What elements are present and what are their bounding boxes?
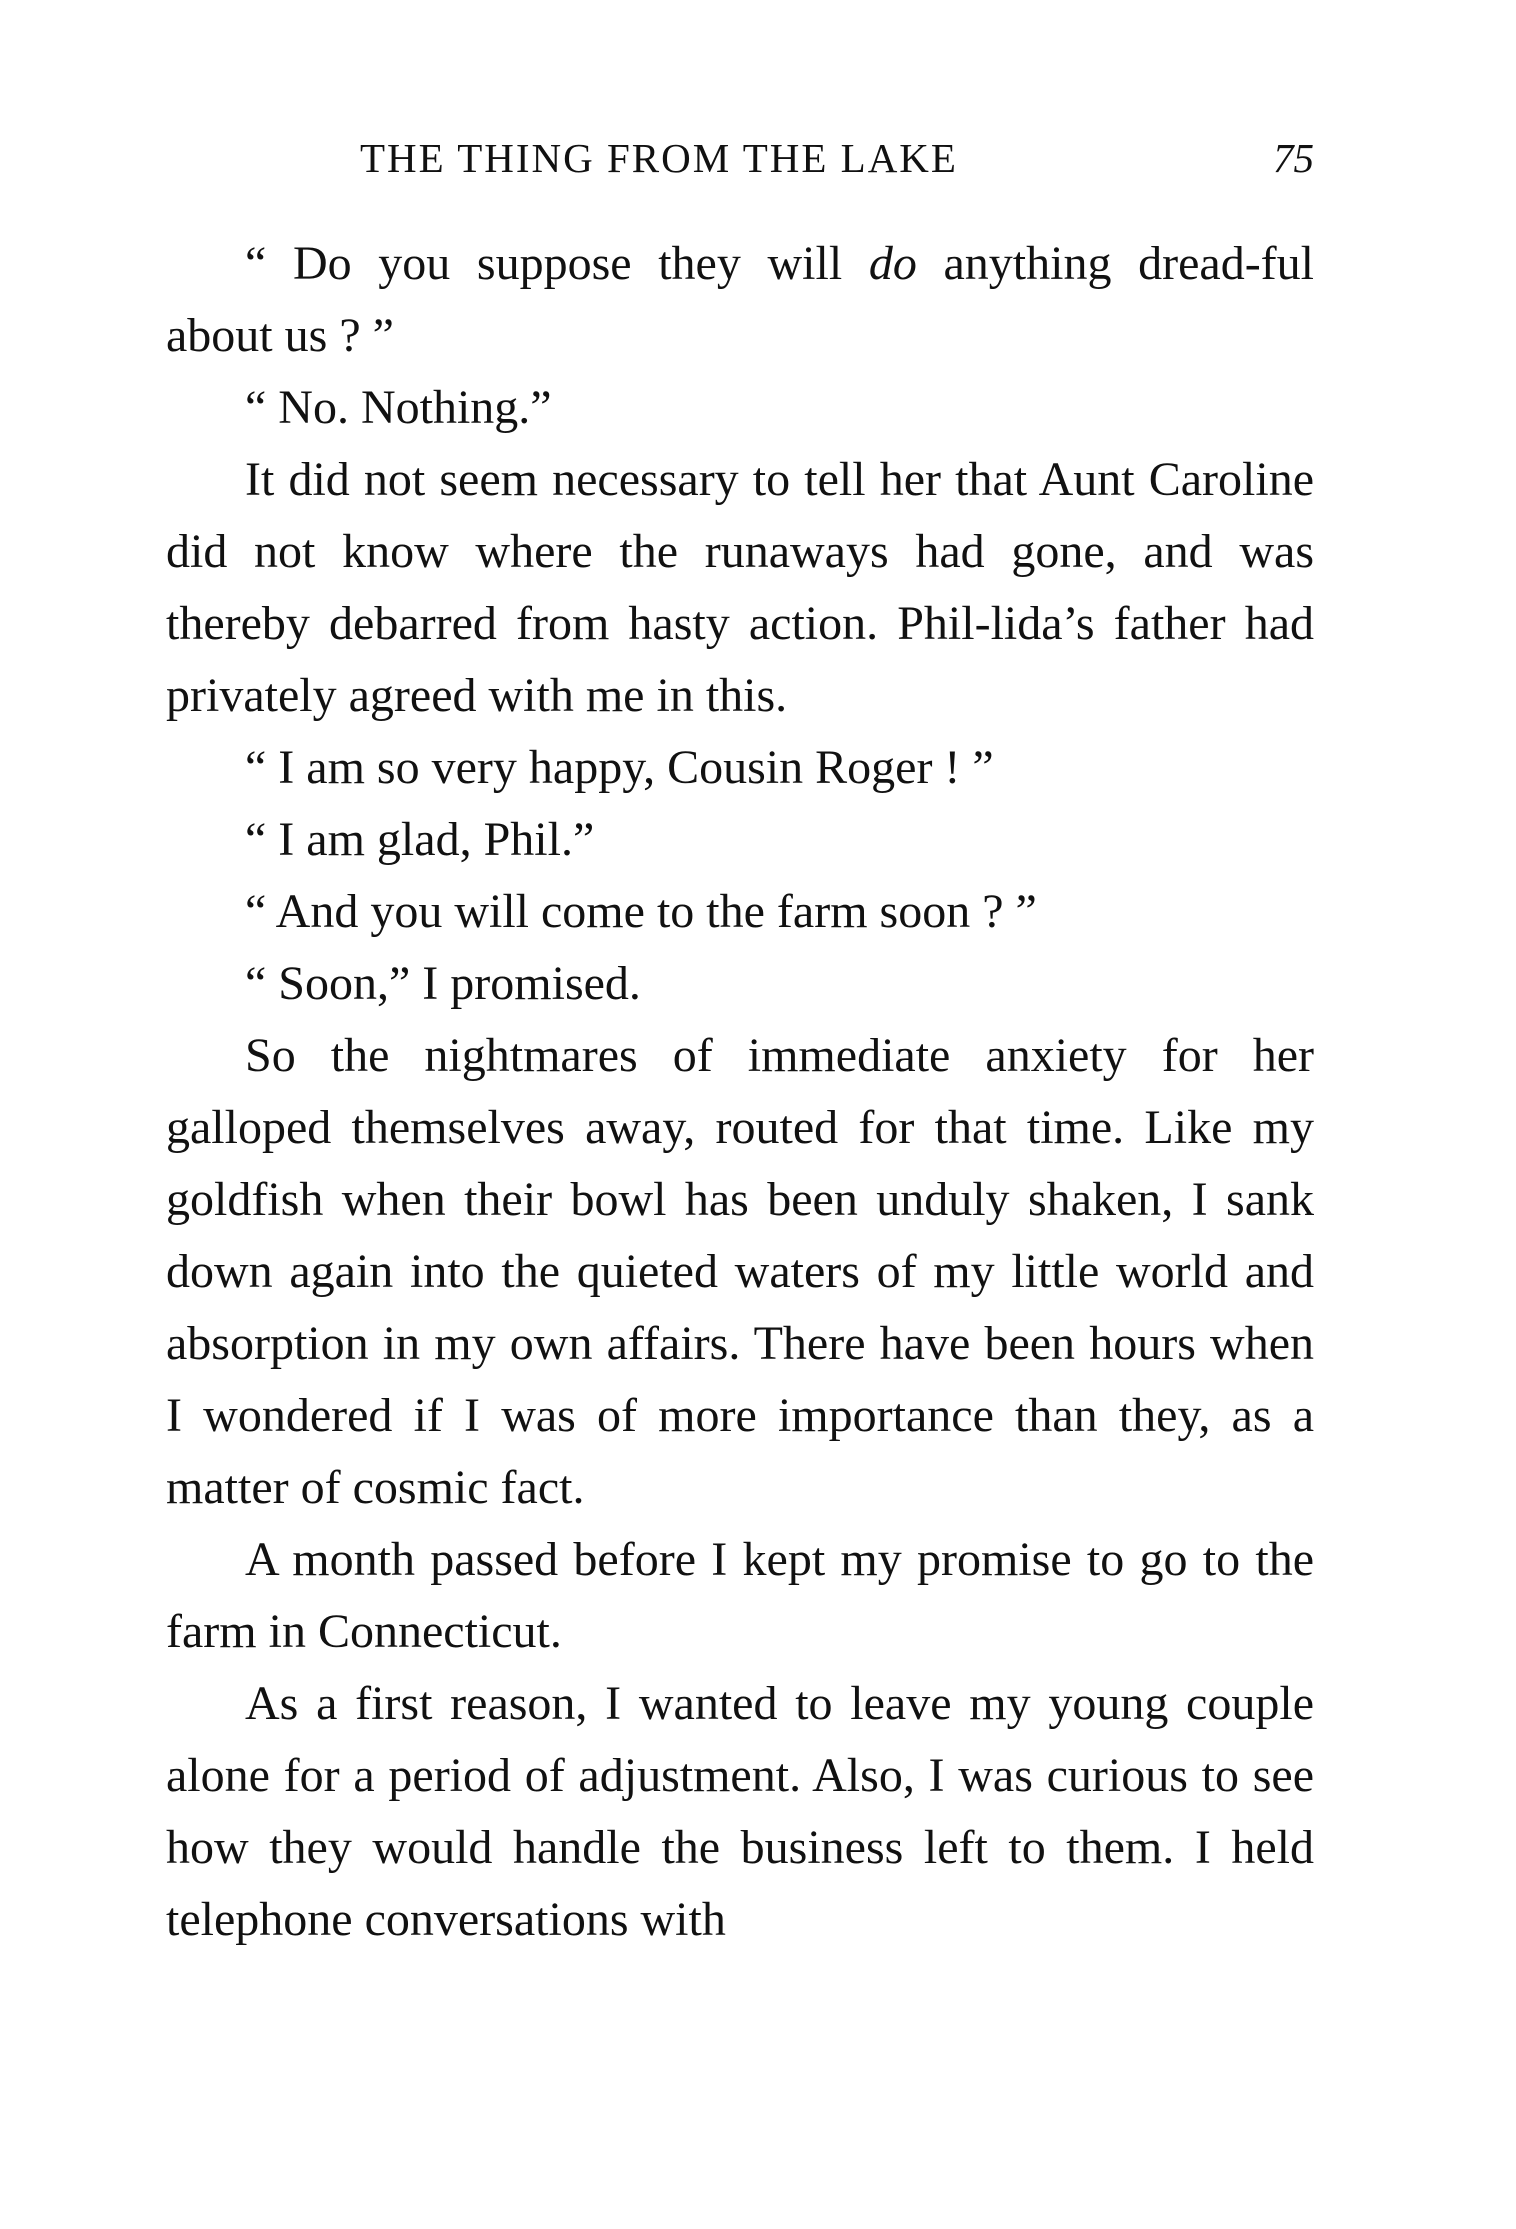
page-number: 75 <box>1273 135 1314 181</box>
paragraph-4: “ I am so very happy, Cousin Roger ! ” <box>245 741 994 794</box>
paragraph-7: “ Soon,” I promised. <box>245 957 641 1010</box>
paragraph-8: So the nightmares of immediate anxiety for her galloped themselves away, routed for that time. Like my goldfish when their bowl has been unduly shaken, I sank down again into the quieted waters of my little world and absorption in my own affairs. There have been hours when I wondered if I was of more importance than they, as a matter of cosmic fact. <box>166 1029 1314 1514</box>
paragraph-5: “ I am glad, Phil.” <box>245 813 595 866</box>
paragraph-1-after: anything dread-ful about us ? ” <box>166 237 1314 362</box>
running-head: THE THING FROM THE LAKE <box>360 135 958 181</box>
paragraph-2: “ No. Nothing.” <box>245 381 552 434</box>
paragraph-1-before: “ Do you suppose they will <box>245 237 869 290</box>
paragraph-3: It did not seem necessary to tell her that Aunt Caroline did not know where the runaways had gone, and was thereby debarred from hasty action. Phil-lida’s father had privately agreed with me in this. <box>166 453 1314 722</box>
body-text <box>166 228 1314 1956</box>
page-header <box>166 128 1314 188</box>
paragraph-1 <box>166 228 1314 372</box>
paragraph-6: “ And you will come to the farm soon ? ” <box>245 885 1037 938</box>
paragraph-10: As a first reason, I wanted to leave my young couple alone for a period of adjustment. Also, I was curious to see how they would handle the business left to them. I held telephone conversations with <box>166 1677 1314 1946</box>
paragraph-1-italic: do <box>868 237 917 290</box>
paragraph-9: A month passed before I kept my promise to go to the farm in Connecticut. <box>166 1533 1314 1658</box>
